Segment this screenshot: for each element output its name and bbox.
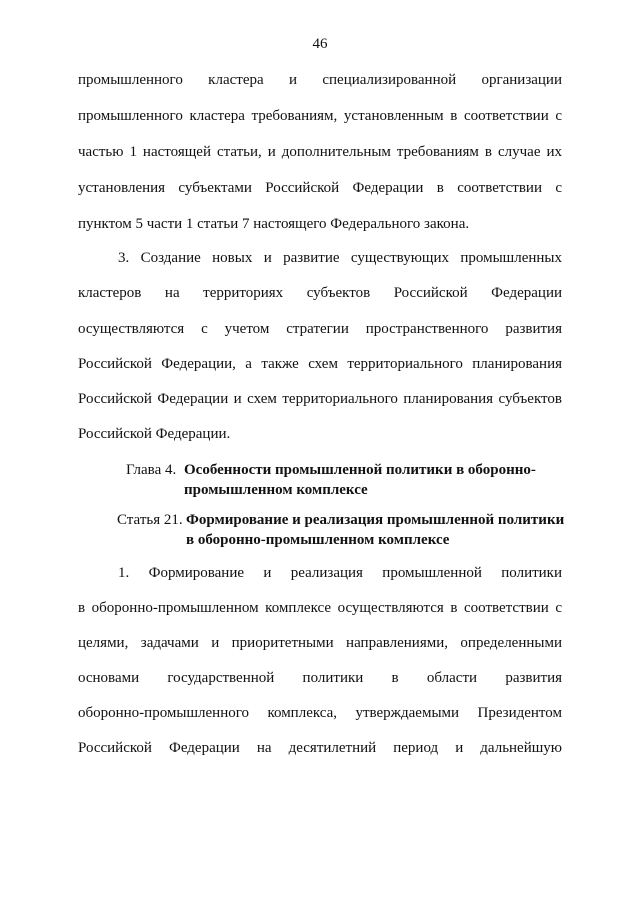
paragraph-line: 1. Формирование и реализация промышленной политики — [118, 565, 562, 581]
paragraph-line: Российской Федерации на десятилетний период и дальнейшую — [78, 740, 562, 756]
paragraph-line: основами государственной политики в области развития — [78, 670, 562, 686]
paragraph-line: 3. Создание новых и развитие существующих промышленных — [118, 250, 562, 266]
paragraph-line: Российской Федерации и схем территориального планирования субъектов — [78, 391, 562, 407]
article-heading — [117, 510, 183, 530]
chapter-heading — [126, 460, 176, 480]
chapter-prefix: Глава 4. — [126, 462, 177, 478]
paragraph-line: пунктом 5 части 1 статьи 7 настоящего Федерального закона. — [78, 216, 470, 232]
article-title-line: в оборонно-промышленном комплексе — [186, 532, 450, 548]
article-prefix: Статья 21. — [117, 512, 183, 528]
page-number: 46 — [312, 36, 328, 52]
chapter-title-line: Особенности промышленной политики в оборонно- — [184, 462, 536, 478]
paragraph-line: промышленного кластера требованиям, установленным в соответствии с — [78, 108, 562, 124]
paragraph-line: установления субъектами Российской Федерации в соответствии с — [78, 180, 562, 196]
paragraph-line: Российской Федерации. — [78, 426, 231, 442]
paragraph-line: Российской Федерации, а также схем территориального планирования — [78, 356, 562, 372]
paragraph-line: частью 1 настоящей статьи, и дополнительным требованиям в случае их — [78, 144, 562, 160]
article-title-line: Формирование и реализация промышленной политики — [186, 512, 565, 528]
paragraph-line: целями, задачами и приоритетными направлениями, определенными — [78, 635, 562, 651]
paragraph-line: осуществляются с учетом стратегии пространственного развития — [78, 321, 562, 337]
paragraph-line: промышленного кластера и специализированной организации — [78, 72, 562, 88]
paragraph-line: кластеров на территориях субъектов Российской Федерации — [78, 285, 562, 301]
paragraph-line: в оборонно-промышленном комплексе осуществляются в соответствии с — [78, 600, 562, 616]
chapter-title-line: промышленном комплексе — [184, 482, 368, 498]
paragraph-line: оборонно-промышленного комплекса, утверждаемыми Президентом — [78, 705, 562, 721]
